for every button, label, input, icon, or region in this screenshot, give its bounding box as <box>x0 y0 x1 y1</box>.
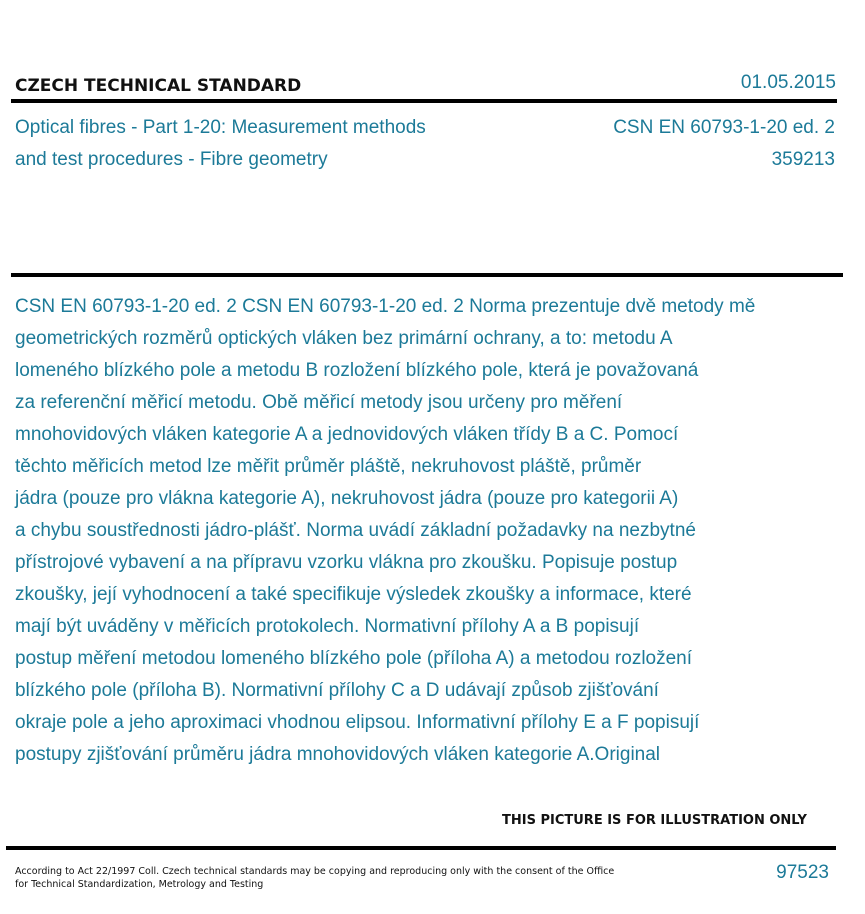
illustration-notice: THIS PICTURE IS FOR ILLUSTRATION ONLY <box>502 813 807 828</box>
document-header-title: CZECH TECHNICAL STANDARD <box>15 76 302 96</box>
standard-title-line-2: and test procedures - Fibre geometry <box>15 149 328 170</box>
abstract-line: mají být uváděny v měřicích protokolech. Normativní přílohy A a B popisují <box>15 616 640 637</box>
abstract-line: těchto měřicích metod lze měřit průměr pláště, nekruhovost pláště, průměr <box>15 456 642 477</box>
abstract-line: lomeného blízkého pole a metodu B rozložení blízkého pole, která je považovaná <box>15 360 699 381</box>
header-divider <box>11 99 837 103</box>
title-divider <box>11 273 843 277</box>
abstract-line: mnohovidových vláken kategorie A a jednovidových vláken třídy B a C. Pomocí <box>15 424 679 445</box>
abstract-line: jádra (pouze pro vlákna kategorie A), nekruhovost jádra (pouze pro kategorii A) <box>15 488 679 509</box>
publication-date: 01.05.2015 <box>740 72 836 93</box>
abstract-line: postup měření metodou lomeného blízkého pole (příloha A) a metodou rozložení <box>15 648 693 669</box>
footer-divider <box>6 846 836 850</box>
abstract-line: CSN EN 60793-1-20 ed. 2 CSN EN 60793-1-20 ed. 2 Norma prezentuje dvě metody mě <box>15 296 756 317</box>
abstract-line: geometrických rozměrů optických vláken bez primární ochrany, a to: metodu A <box>15 328 673 349</box>
legal-notice-line-1: According to Act 22/1997 Coll. Czech technical standards may be copying and reproducing only with the consent of the Office <box>15 866 615 877</box>
classification-number: 359213 <box>771 149 835 170</box>
abstract-line: a chybu soustřednosti jádro-plášť. Norma uvádí základní požadavky na nezbytné <box>15 520 696 541</box>
abstract-line: blízkého pole (příloha B). Normativní přílohy C a D udávají způsob zjišťování <box>15 680 659 701</box>
standard-title-line-1: Optical fibres - Part 1-20: Measurement methods <box>15 117 426 138</box>
abstract-line: přístrojové vybavení a na přípravu vzorku vlákna pro zkoušku. Popisuje postup <box>15 552 678 573</box>
abstract-text <box>15 291 865 771</box>
abstract-line: zkoušky, její vyhodnocení a také specifikuje výsledek zkoušky a informace, které <box>15 584 692 605</box>
footer-number: 97523 <box>776 862 829 883</box>
legal-notice-line-2: for Technical Standardization, Metrology and Testing <box>15 879 264 890</box>
legal-notice <box>15 865 615 891</box>
abstract-line: postupy zjišťování průměru jádra mnohovidových vláken kategorie A.Original <box>15 744 661 765</box>
standard-code: CSN EN 60793-1-20 ed. 2 <box>613 117 835 138</box>
abstract-line: okraje pole a jeho aproximaci vhodnou elipsou. Informativní přílohy E a F popisují <box>15 712 700 733</box>
abstract-line: za referenční měřicí metodu. Obě měřicí metody jsou určeny pro měření <box>15 392 623 413</box>
